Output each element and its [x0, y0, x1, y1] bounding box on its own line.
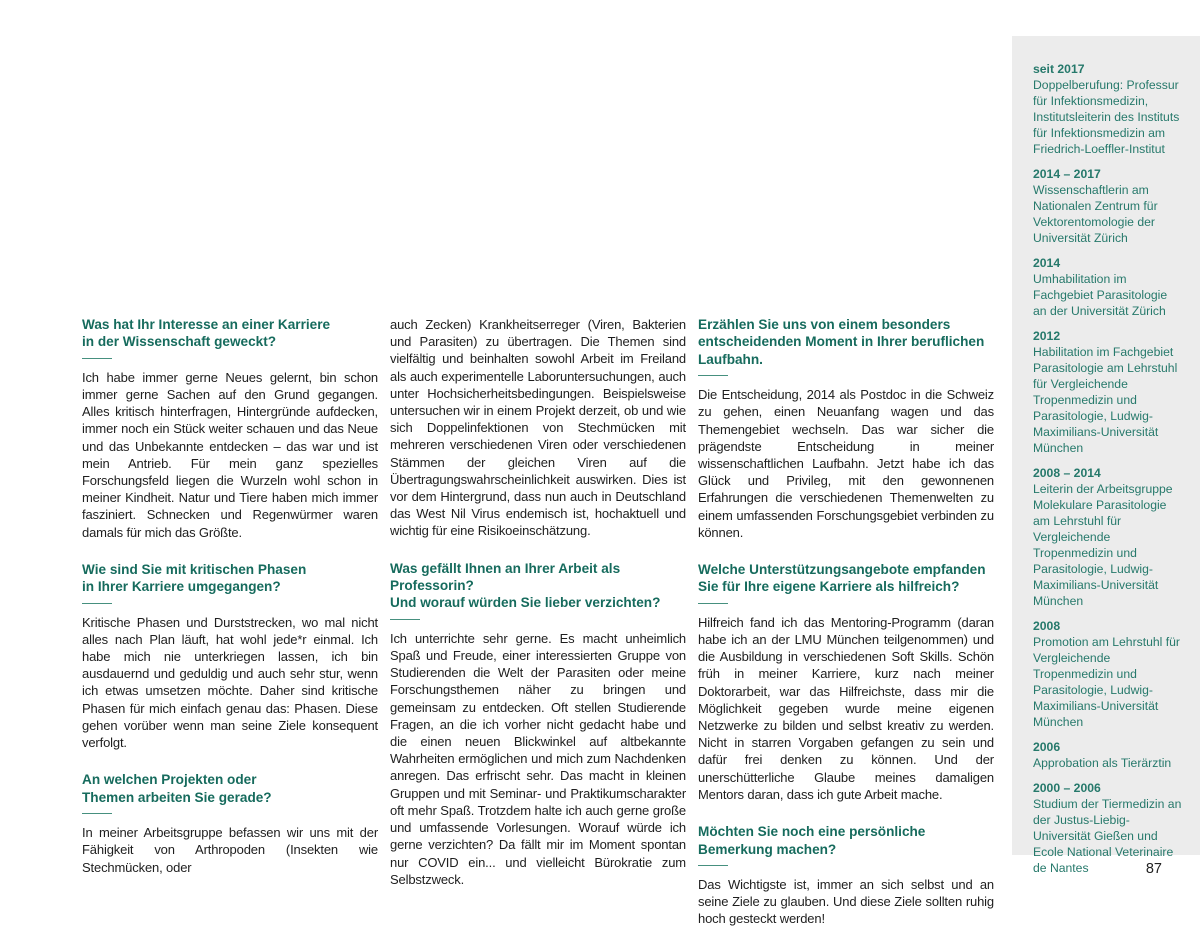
timeline-period: 2014 [1033, 256, 1061, 270]
timeline-entry [1033, 166, 1184, 246]
interview-columns [82, 316, 994, 948]
heading-underline [698, 375, 728, 376]
timeline-period: seit 2017 [1033, 62, 1085, 76]
timeline-period: 2000 – 2006 [1033, 781, 1101, 795]
answer-paragraph: Ich unterrichte sehr gerne. Es macht unheimlich Spaß und Freude, einer interessierten Gruppe von Studierenden die Welt der Parasiten oder meine Forschungsthemen näher zu bringen und gemeinsam zu entdecken. Oft stellen Studierende Fragen, an die ich vorher nicht gedacht habe und die einen neuen Blickwinkel auf altbekannte Wahrheiten ermöglichen und mich zum Nachdenken anregen. Das erfrischt sehr. Das macht in kleinen Gruppen und mit Seminar- und Praktikumscharakter oft mehr Spaß. Trotzdem halte ich auch gerne große und umfassende Vorlesungen. Worauf würde ich gerne verzichten? Da fällt mir im Moment spontan nur COVID ein... und vielleicht Bürokratie zum Selbstzweck. [390, 630, 686, 887]
heading-underline [82, 358, 112, 359]
question-line: Möchten Sie noch eine persönliche Bemerkung machen? [698, 824, 926, 857]
question-line: Wie sind Sie mit kritischen Phasen [82, 561, 307, 577]
timeline-entry [1033, 618, 1184, 730]
question-line: Erzählen Sie uns von einem besonders [698, 317, 951, 332]
question-line: in der Wissenschaft geweckt? [82, 334, 277, 350]
question-line: entscheidenden Moment in Ihrer beruflichen Laufbahn. [698, 334, 985, 367]
qa-section [82, 316, 378, 541]
answer-paragraph: Hilfreich fand ich das Mentoring-Programm (daran habe ich an der LMU München teilgenommen) und die Ausbildung in verschiedenen Soft Skills. Schön früh in meiner Karriere, kurz nach meiner Doktorarbeit, war das Hilfreichste, dass mir die Möglichkeit gegeben wurde meine eigenen Netzwerke zu bilden und selbst kreativ zu werden. Nicht in starren Vorgaben gefangen zu sein und dafür frei denken zu können. Und der unerschütterliche Glaube meines damaligen Mentors daran, dass ich gute Arbeit mache. [698, 614, 994, 802]
timeline-description: Studium der Tiermedizin an der Justus-Liebig-Universität Gießen und Ecole National Veterinaire de Nantes [1033, 797, 1182, 875]
question-line: Und worauf würden Sie lieber verzichten? [390, 595, 661, 611]
question-heading [698, 316, 994, 368]
qa-section [390, 316, 686, 540]
question-line: Welche Unterstützungsangebote empfanden [698, 562, 986, 578]
qa-section [698, 561, 994, 803]
qa-section [390, 560, 686, 888]
heading-underline [698, 865, 728, 866]
timeline-entry [1033, 328, 1184, 456]
timeline-period: 2012 [1033, 329, 1061, 343]
question-heading [390, 560, 686, 612]
timeline-list [1033, 61, 1184, 876]
qa-section [82, 561, 378, 751]
timeline-period: 2014 – 2017 [1033, 167, 1101, 181]
question-line: in Ihrer Karriere umgegangen? [82, 579, 281, 595]
timeline-description: Wissenschaftlerin am Nationalen Zentrum für Vektorentomologie der Universität Zürich [1033, 183, 1158, 245]
article-column [698, 316, 994, 948]
article-column [390, 316, 686, 948]
heading-underline [82, 603, 112, 604]
heading-underline [390, 619, 420, 620]
question-line: An welchen Projekten oder [82, 772, 257, 788]
timeline-description: Promotion am Lehrstuhl für Vergleichende Tropenmedizin und Parasitologie, Ludwig-Maximilians-Universität München [1033, 635, 1180, 729]
timeline-description: Habilitation im Fachgebiet Parasitologie am Lehrstuhl für Vergleichende Tropenmedizin und Parasitologie, Ludwig-Maximilians-Universität München [1033, 345, 1178, 455]
question-line: Themen arbeiten Sie gerade? [82, 789, 272, 805]
timeline-period: 2008 [1033, 619, 1061, 633]
answer-paragraph: In meiner Arbeitsgruppe befassen wir uns mit der Fähigkeit von Arthropoden (Insekten wie Stechmücken, oder [82, 825, 378, 875]
question-line: Was hat Ihr Interesse an einer Karriere [82, 317, 331, 332]
question-heading [82, 561, 378, 596]
timeline-description: Umhabilitation im Fachgebiet Parasitologie an der Universität Zürich [1033, 272, 1168, 318]
timeline-entry [1033, 255, 1184, 319]
heading-underline [698, 603, 728, 604]
answer-paragraph: Die Entscheidung, 2014 als Postdoc in die Schweiz zu gehen, einen Neuanfang wagen und das Themengebiet wechseln. Das war sicher die prägendste Entscheidung in meiner wissenschaftlichen Laufbahn. Jetzt habe ich das Glück und Privileg, mit den gewonnenen Erfahrungen die verschiedenen Themenwelten zu einem umfassenden Forschungsgebiet verbinden zu können. [698, 387, 994, 540]
timeline-period: 2008 – 2014 [1033, 466, 1101, 480]
timeline-description: Doppelberufung: Professur für Infektionsmedizin, Institutsleiterin des Instituts für Infektionsmedizin am Friedrich-Loeffler-Institut [1033, 78, 1180, 156]
answer-paragraph: auch Zecken) Krankheitserreger (Viren, Bakterien und Parasiten) zu übertragen. Die Themen sind vielfältig und beinhalten sowohl Arbeit im Freiland als auch experimentelle Laboruntersuchungen, auch unter Hochsicherheitsbedingungen. Beispielsweise untersuchen wir in einem Projekt derzeit, ob und wie sich Doppelinfektionen von Stechmücken mit mehreren verschiedenen Viren oder verschiedenen Stämmen der gleichen Viren auf die Übertragungswahrscheinlichkeit auswirken. Dies ist vor dem Hintergrund, dass nun auch in Deutschland das West Nil Virus endemisch ist, hochaktuell und wichtig für eine Risikoeinschätzung. [390, 317, 686, 539]
question-heading [698, 561, 994, 596]
timeline-entry [1033, 61, 1184, 157]
question-heading [698, 823, 994, 858]
answer-paragraph: Das Wichtigste ist, immer an sich selbst und an seine Ziele zu glauben. Und diese Ziele sollten ruhig hoch gesteckt werden! [698, 876, 994, 927]
timeline-entry [1033, 739, 1184, 771]
article-column [82, 316, 378, 948]
answer-paragraph: Ich habe immer gerne Neues gelernt, bin schon immer gerne Sachen auf den Grund gegangen. Alles kritisch hinterfragen, Hintergründe aufdecken, immer noch ein Stück weiter schauen und das Neue und das Unbekannte entdecken – das war und ist mein Antrieb. Für mein ganz spezielles Forschungsfeld liegen die Wurzeln wohl schon in meiner Kindheit. Natur und Tiere haben mich immer fasziniert. Schnecken und Regenwürmer waren damals für mich das Größte. [82, 369, 378, 540]
page-number: 87 [1145, 861, 1162, 877]
timeline-description: Approbation als Tierärztin [1033, 756, 1172, 770]
qa-section [82, 771, 378, 875]
heading-underline [82, 813, 112, 814]
question-line: Sie für Ihre eigene Karriere als hilfreich? [698, 579, 960, 595]
qa-section [698, 316, 994, 541]
qa-section [698, 823, 994, 927]
timeline-entry [1033, 465, 1184, 609]
timeline-description: Leiterin der Arbeitsgruppe Molekulare Parasitologie am Lehrstuhl für Vergleichende Tropenmedizin und Parasitologie, Ludwig-Maximilians-Universität München [1033, 482, 1173, 608]
answer-paragraph: Kritische Phasen und Durststrecken, wo mal nicht alles nach Plan läuft, hat wohl jede*r einmal. Ich habe mich nie unterkriegen lassen, ich bin ausdauernd und geduldig und auch sehr stur, wenn ich etwas umsetzen möchte. Daher sind kritische Phasen für mich einfach genau das: Phasen. Diese gehen vorüber wenn man seine Ziele konsequent verfolgt. [82, 614, 378, 751]
question-line: Was gefällt Ihnen an Ihrer Arbeit als Professorin? [390, 560, 621, 594]
timeline-period: 2006 [1033, 740, 1061, 754]
question-heading [82, 771, 378, 806]
question-heading [82, 316, 378, 351]
